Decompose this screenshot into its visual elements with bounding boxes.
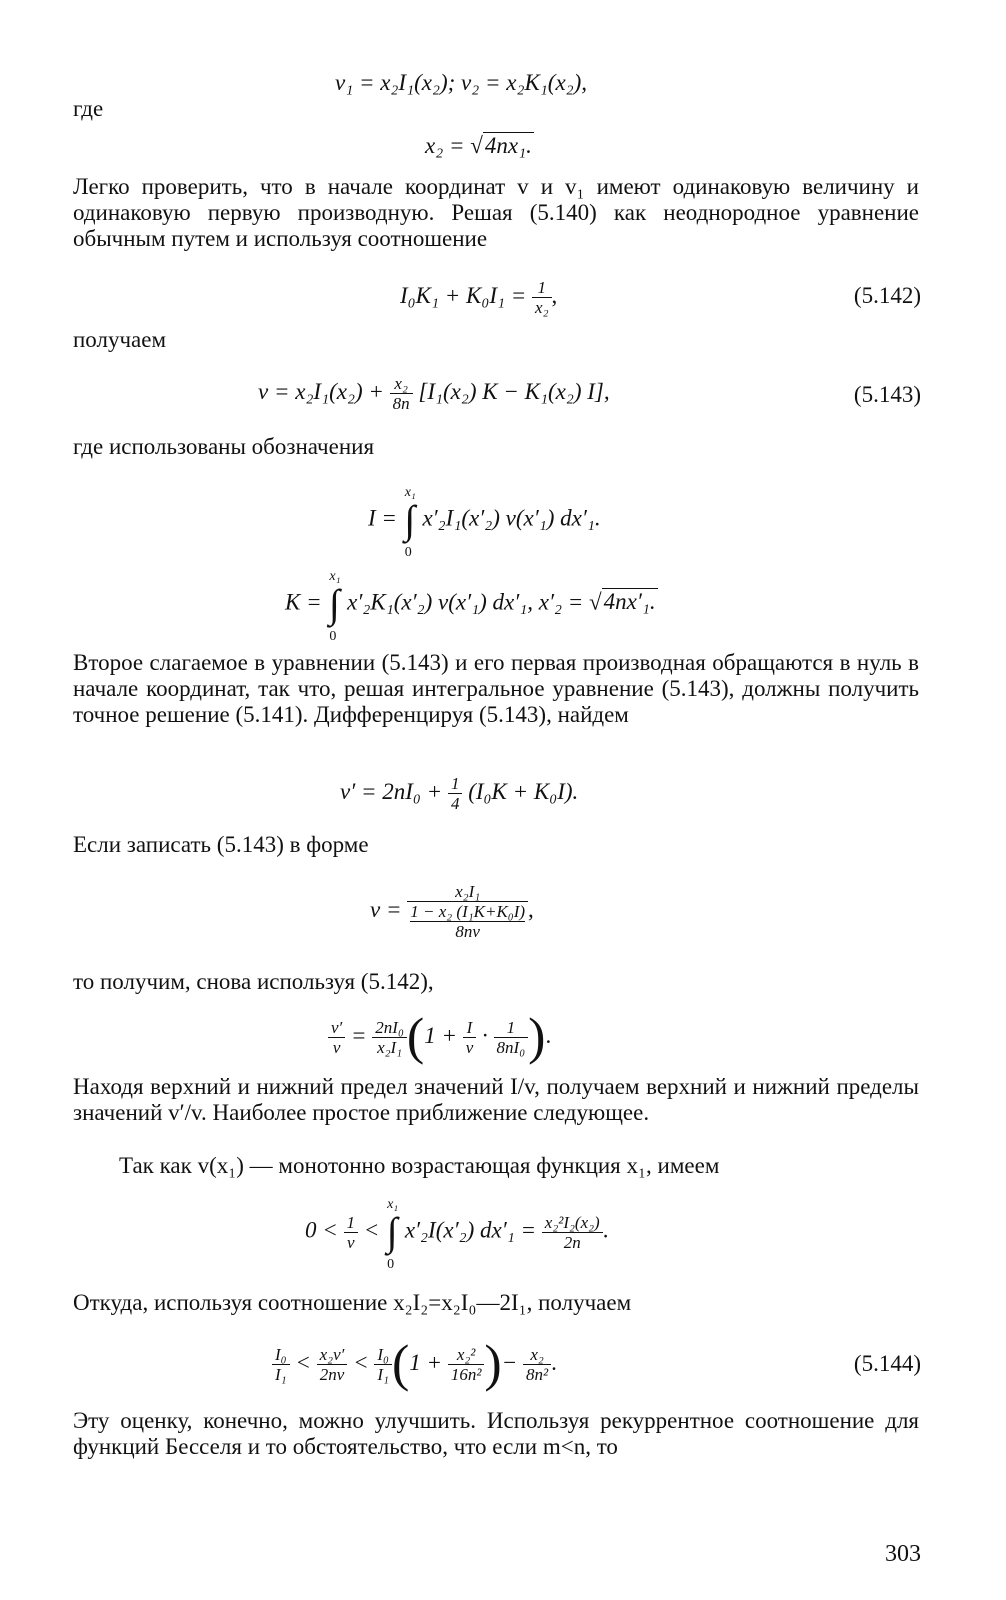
integral-sign-I: x₁ ∫ 0 — [404, 485, 416, 560]
paragraph-2: Второе слагаемое в уравнении (5.143) и его первая производная обращаются в нуль в начале координат, так что, решая интегральное уравнение (5.143), должны получить точное решение (5.141). Дифференцируя (5.143), найдем — [73, 650, 919, 727]
equation-5-144: $\frac{\text{I₀}}{\text{I₁}}$ < $\frac{\text{x₂v′}}{2nv}$ < $\frac{\text{I₀}}{\text{I₁}}$ (1 + $\frac{\text{x₂²}}{\text{16n²}}$ )− $\frac{\text{x₂}}{\text{8n²}}$ . — [272, 1345, 557, 1384]
paragraph-6: Так как v(x₁) — монотонно возрастающая функция x₁, имеем — [119, 1153, 720, 1178]
equation-number-5-143: (5.143) — [853, 382, 921, 407]
paragraph-5: Находя верхний и нижний предел значений I/v, получаем верхний и нижний пределы значений v′/v. Наиболее простое приближение следующее. — [73, 1074, 919, 1125]
text-gde: где — [73, 96, 104, 121]
paragraph-4: то получим, снова используя (5.142), — [73, 969, 434, 994]
text-poluchaem-1: получаем — [73, 327, 167, 352]
equation-v-prime: v′ = 2nI₀ + $\frac{1}{4}$ (I₀K + K₀I). — [340, 774, 579, 813]
equation-inequality: 0 < $\frac{1}{v}$ < x₁ ∫ 0 x′₂I(x′₂) dx′₁ = $\frac{\text{x₂²I₂(x₂)}}{2n}$ . — [305, 1197, 609, 1272]
paragraph-7: Откуда, используя соотношение x₂I₂=x₂I₀—2I₁, получаем — [73, 1290, 632, 1315]
equation-x2: x₂ = √4nx₁. — [425, 133, 532, 158]
equation-v-ratio: $\frac{v'}{v}$ = $\frac{\text{2nI₀}}{\text{x₂I₁}}$ (1 + $\frac{I}{v}$ · $\frac{1}{\text{8nI₀}}$ ). — [328, 1018, 551, 1057]
equation-number-5-144: (5.144) — [853, 1351, 921, 1376]
equation-I-definition: I = x₁ ∫ 0 x′₂I₁(x′₂) v(x′₁) dx′₁. — [368, 485, 601, 560]
equation-v-form: v = x₂I₁ 1 − x₂ (I₁K+K₀I) 8nv , — [370, 882, 534, 941]
equation-v1-v2: v₁ = x₂I₁(x₂); v₂ = x₂K₁(x₂), — [335, 70, 588, 95]
equation-number-5-142: (5.142) — [853, 283, 921, 308]
paragraph-8: Эту оценку, конечно, можно улучшить. Используя рекуррентное соотношение для функций Бесселя и то обстоятельство, что если m<n, то — [73, 1408, 919, 1459]
page-number: 303 — [885, 1541, 921, 1567]
equation-5-143: v = x₂I₁(x₂) + $\frac{\text{x₂}}{8n}$ [I₁(x₂) K − K₁(x₂) I], — [258, 374, 610, 413]
integral-sign-ineq: x₁ ∫ 0 — [386, 1197, 399, 1272]
equation-K-definition: K = x₁ ∫ 0 x′₂K₁(x′₂) v(x′₁) dx′₁, x′₂ = √4nx′₁. — [285, 569, 656, 644]
integral-sign-K: x₁ ∫ 0 — [328, 569, 341, 644]
paragraph-1: Легко проверить, что в начале координат v и v₁ имеют одинаковую величину и одинаковую первую производную. Решая (5.140) как неоднородное уравнение обычным путем и используя соотношение — [73, 174, 919, 251]
text-gde-ispolzovany: где использованы обозначения — [73, 434, 375, 459]
paragraph-3: Если записать (5.143) в форме — [73, 832, 369, 857]
equation-5-142: I₀K₁ + K₀I₁ = $\frac{1}{\text{x₂}}$ , — [400, 278, 558, 317]
